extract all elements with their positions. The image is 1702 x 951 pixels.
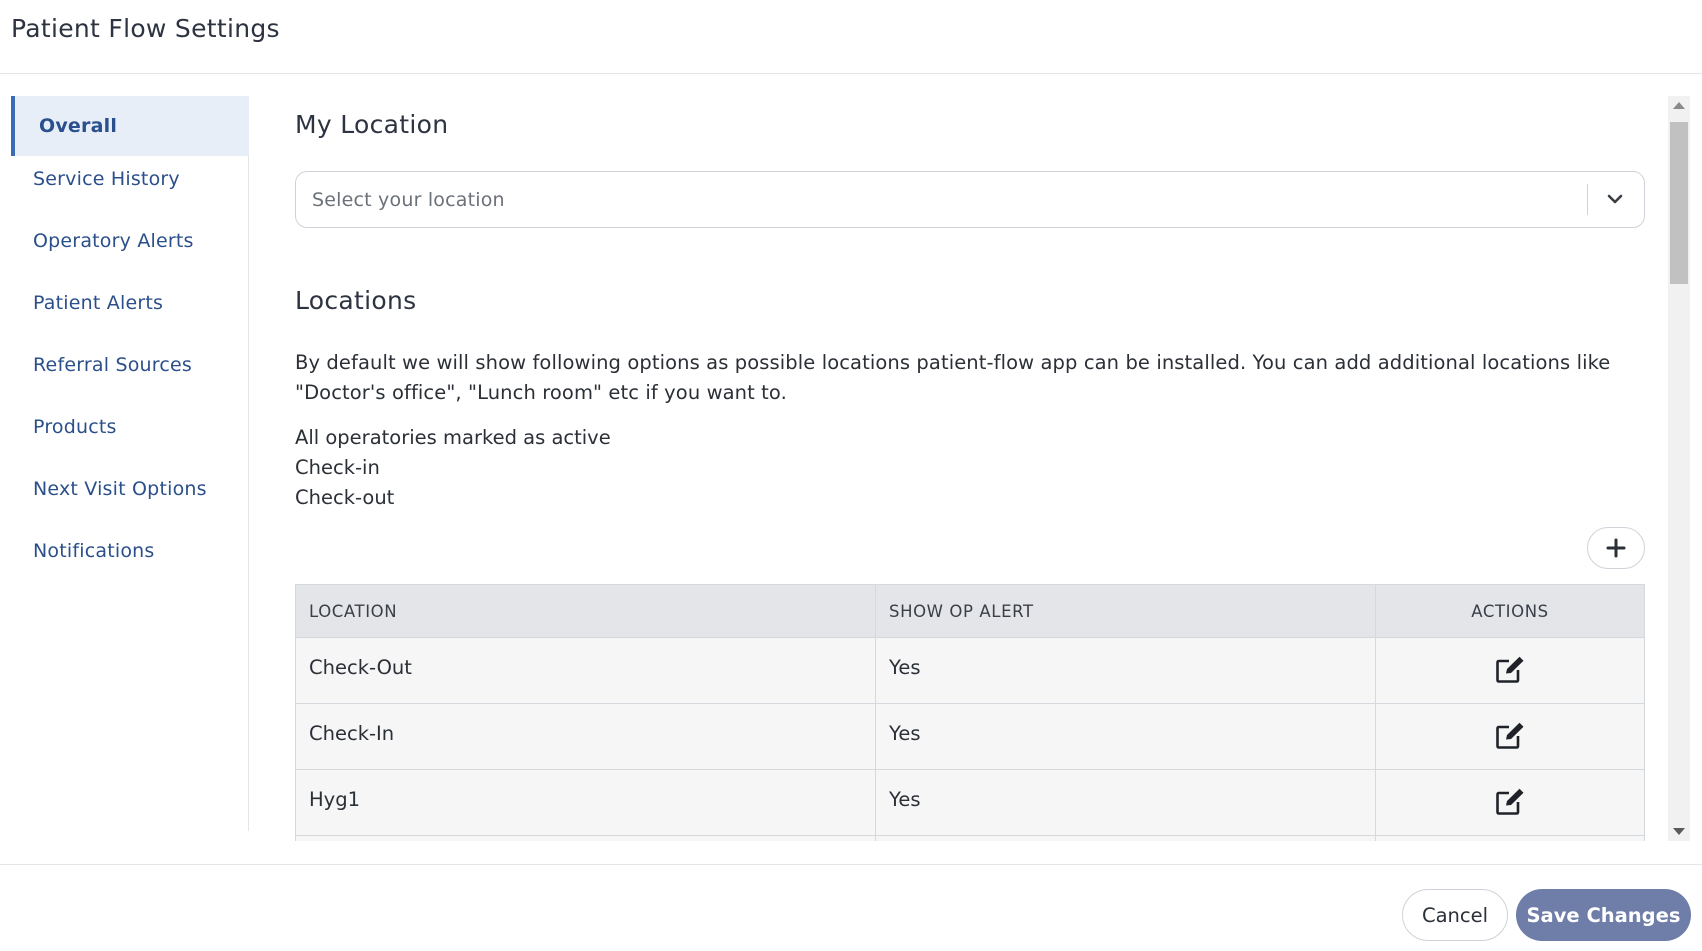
- sidebar-item-service-history[interactable]: Service History: [33, 168, 180, 190]
- default-location-item: Check-out: [295, 486, 395, 509]
- table-row: [296, 703, 1644, 769]
- sidebar-item-next-visit-options[interactable]: Next Visit Options: [33, 478, 207, 500]
- chevron-down-icon[interactable]: [1604, 188, 1626, 210]
- table-row: [296, 835, 1644, 841]
- table-row: [296, 769, 1644, 835]
- default-locations-list: [295, 423, 611, 513]
- sidebar-item-operatory-alerts[interactable]: Operatory Alerts: [33, 230, 194, 252]
- show-op-alert-cell: [876, 836, 1376, 841]
- column-header-show-op-alert: SHOW OP ALERT: [876, 585, 1376, 637]
- actions-cell: [1376, 836, 1644, 841]
- page-title: Patient Flow Settings: [11, 14, 280, 43]
- my-location-heading: My Location: [295, 110, 449, 139]
- scroll-up-arrow-icon[interactable]: [1673, 102, 1685, 109]
- default-location-item: All operatories marked as active: [295, 426, 611, 449]
- default-location-item: Check-in: [295, 456, 380, 479]
- sidebar-item-referral-sources[interactable]: Referral Sources: [33, 354, 193, 376]
- location-cell: Check-In: [296, 704, 876, 769]
- sidebar-item-patient-alerts[interactable]: Patient Alerts: [33, 292, 164, 314]
- show-op-alert-cell: Yes: [876, 704, 1376, 769]
- table-row: [296, 637, 1644, 703]
- edit-icon[interactable]: [1495, 722, 1525, 750]
- locations-heading: Locations: [295, 286, 417, 315]
- content-scrollbar[interactable]: [1668, 96, 1690, 841]
- plus-icon: [1606, 538, 1626, 558]
- sidebar-item-products[interactable]: Products: [33, 416, 117, 438]
- sidebar-item-overall[interactable]: Overall: [11, 96, 249, 156]
- dialog-header: [0, 0, 1702, 74]
- cancel-button[interactable]: Cancel: [1402, 889, 1508, 941]
- location-select[interactable]: [295, 171, 1645, 228]
- table-header-row: [296, 585, 1644, 637]
- select-divider: [1587, 184, 1588, 215]
- show-op-alert-cell: Yes: [876, 770, 1376, 835]
- actions-cell: [1376, 704, 1644, 769]
- locations-description: By default we will show following options as possible locations patient-flow app can be installed. You can add additional locations like "Doctor's office", "Lunch room" etc if you want to.: [295, 351, 1611, 404]
- scroll-down-arrow-icon[interactable]: [1673, 828, 1685, 835]
- save-changes-button[interactable]: Save Changes: [1516, 889, 1691, 941]
- locations-table: [295, 584, 1645, 841]
- edit-icon[interactable]: [1495, 656, 1525, 684]
- location-cell: Hyg1: [296, 770, 876, 835]
- edit-icon[interactable]: [1495, 788, 1525, 816]
- show-op-alert-cell: Yes: [876, 638, 1376, 703]
- actions-cell: [1376, 770, 1644, 835]
- column-header-location: LOCATION: [296, 585, 876, 637]
- actions-cell: [1376, 638, 1644, 703]
- location-cell: [296, 836, 876, 841]
- sidebar-item-notifications[interactable]: Notifications: [33, 540, 155, 562]
- add-location-button[interactable]: [1587, 527, 1645, 569]
- dialog-footer: [0, 864, 1702, 951]
- settings-sidebar: [11, 96, 249, 831]
- column-header-actions: ACTIONS: [1471, 601, 1549, 621]
- location-cell: Check-Out: [296, 638, 876, 703]
- settings-content: [249, 96, 1667, 841]
- scrollbar-thumb[interactable]: [1670, 122, 1688, 284]
- location-select-placeholder: Select your location: [312, 189, 505, 211]
